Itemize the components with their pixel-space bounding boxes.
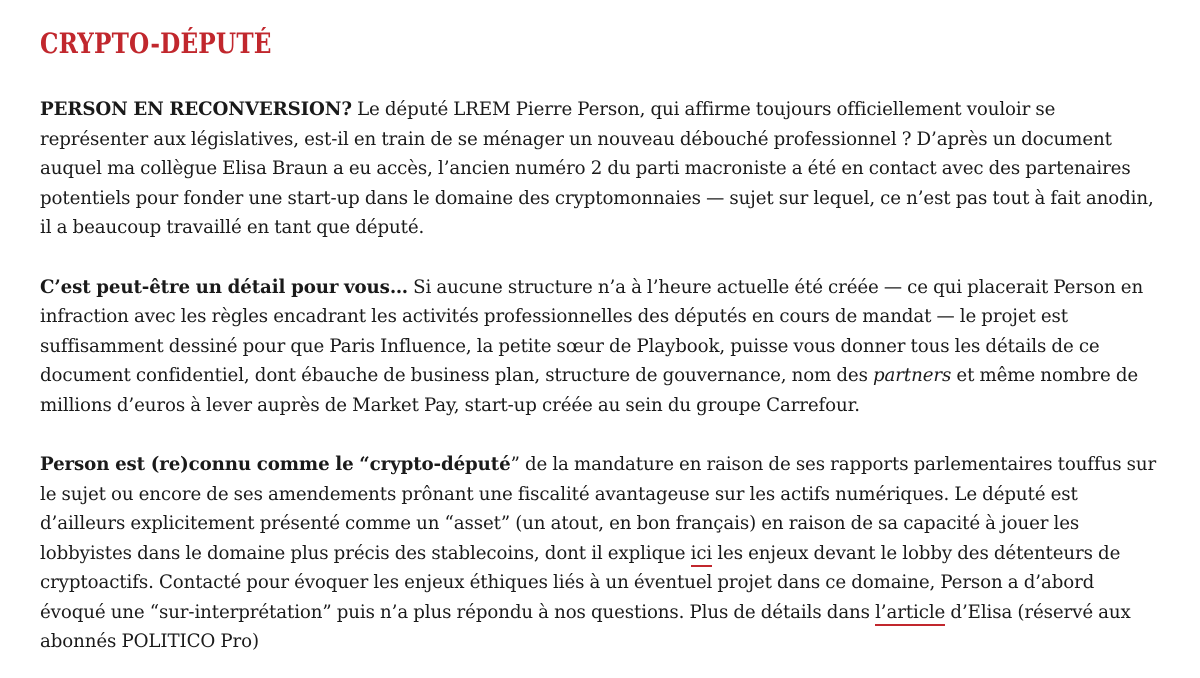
- paragraph-text: et même nombre de millions d’euros à lever auprès de Market Pay, start-up créée au sein du groupe Carrefour.: [40, 365, 1139, 416]
- article-body: [40, 20, 1164, 657]
- italic-word-partners: partners: [873, 365, 952, 386]
- paragraph-text: Si aucune structure n’a à l’heure actuelle été créée — ce qui placerait Person en infraction avec les règles encadrant les activités professionnelles des députés en cours de mandat — le projet est suffisamment dessiné pour que Paris Influence, la petite sœur de Playbook, puisse vous donner tous les détails de ce document confidentiel, dont ébauche de business plan, structure de gouvernance, nom des: [40, 276, 1144, 386]
- link-article[interactable]: l’article: [875, 602, 945, 626]
- paragraph-crypto-depute: [40, 450, 1164, 657]
- paragraph-lead: C’est peut-être un détail pour vous…: [40, 276, 408, 298]
- paragraph-lead: Person est (re)connu comme le “crypto-député: [40, 454, 511, 475]
- paragraph-text: ” de la mandature en raison de ses rapports parlementaires touffus sur le sujet ou encore de ses amendements prônant une fiscalité avantageuse sur les actifs numériques. Le député est d’ailleurs explicitement présenté comme un “asset” (un atout, en bon français) en raison de sa capacité à jouer les lobbyistes dans le domaine plus précis des stablecoins, dont il explique: [40, 454, 1157, 564]
- article-headline: CRYPTO-DÉPUTÉ: [40, 27, 272, 60]
- paragraph-lead: PERSON EN RECONVERSION?: [40, 99, 352, 120]
- paragraph-reconversion: [40, 95, 1164, 243]
- paragraph-detail: [40, 273, 1164, 421]
- paragraph-text: d’Elisa (réservé aux abonnés POLITICO Pro): [40, 601, 1131, 652]
- paragraph-text: Le député LREM Pierre Person, qui affirme toujours officiellement vouloir se représenter aux législatives, est-il en train de se ménager un nouveau débouché professionnel ? D’après un document auquel ma collègue Elisa Braun a eu accès, l’ancien numéro 2 du parti macroniste a été en contact avec des partenaires potentiels pour fonder une start-up dans le domaine des cryptomonnaies — sujet sur lequel, ce n’est pas tout à fait anodin, il a beaucoup travaillé en tant que député.: [40, 99, 1154, 238]
- paragraph-text: les enjeux devant le lobby des détenteurs de cryptoactifs. Contacté pour évoquer les enjeux éthiques liés à un éventuel projet dans ce domaine, Person a d’abord évoqué une “sur-interprétation” puis n’a plus répondu à nos questions. Plus de détails dans: [40, 542, 1121, 623]
- link-ici[interactable]: ici: [691, 543, 713, 567]
